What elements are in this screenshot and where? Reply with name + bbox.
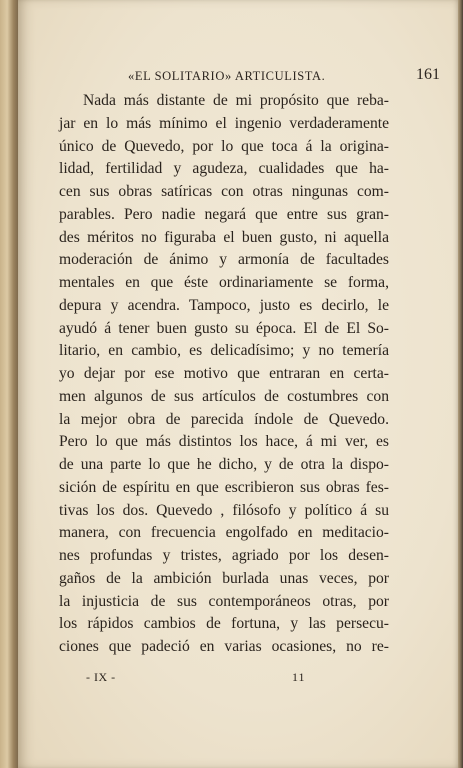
book-page — [18, 0, 458, 768]
text-line: ayudó á tener buen gusto su época. El de El So- — [59, 319, 389, 337]
text-line: tivas los dos. Quevedo , filósofo y político á su — [59, 501, 389, 519]
text-line: gaños de la ambición burlada unas veces, por — [59, 569, 389, 587]
text-line: único de Quevedo, por lo que toca á la origina- — [59, 137, 389, 155]
text-line: la mejor obra de parecida índole de Quevedo. — [59, 410, 389, 428]
page-number: 161 — [416, 66, 440, 83]
text-line: lidad, fertilidad y agudeza, cualidades que ha- — [59, 160, 389, 178]
text-line: depura y acendra. Tampoco, justo es decirlo, le — [59, 296, 389, 314]
text-line: ciones que padeció en varias ocasiones, no re- — [59, 638, 389, 655]
text-line: cen sus obras satíricas con otras ningunas com- — [59, 183, 389, 200]
book-spine — [0, 0, 18, 768]
text-line: los rápidos cambios de fortuna, y las persecu- — [59, 615, 389, 633]
text-line: litario, en cambio, es delicadísimo; y no temería — [59, 342, 389, 360]
text-line: men algunos de sus artículos de costumbres con — [59, 387, 389, 405]
text-line: sición de espíritu en que escribieron sus obras fes- — [59, 478, 389, 496]
page-footer — [18, 670, 458, 686]
signature-mark-left: - IX - — [86, 670, 116, 684]
text-line: parables. Pero nadie negará que entre sus gran- — [59, 205, 389, 223]
text-line: de una parte lo que he dicho, y de otra la dispo- — [59, 456, 389, 473]
running-head — [128, 66, 448, 86]
text-line: la injusticia de sus contemporáneos otras, por — [59, 592, 389, 610]
text-line: jar en lo más mínimo el ingenio verdaderamente — [59, 114, 389, 132]
text-line: Nada más distante de mi propósito que reba- — [83, 92, 389, 109]
text-line: yo dejar por ese motivo que entraran en certa- — [59, 365, 389, 382]
running-head-title: «EL SOLITARIO» ARTICULISTA. — [128, 69, 326, 83]
signature-mark-right: 11 — [292, 670, 306, 684]
text-line: nes profundas y tristes, agriado por los desen- — [59, 547, 389, 564]
text-line: des méritos no figuraba el buen gusto, ni aquella — [59, 228, 389, 246]
text-line: mentales en que éste ordinariamente se forma, — [59, 274, 389, 291]
text-line: manera, con frecuencia engolfado en meditacio- — [59, 524, 389, 542]
body-text — [59, 90, 389, 659]
text-line: moderación de ánimo y armonía de facultades — [59, 251, 389, 269]
text-line: Pero lo que más distintos los hace, á mi ver, es — [59, 433, 389, 451]
